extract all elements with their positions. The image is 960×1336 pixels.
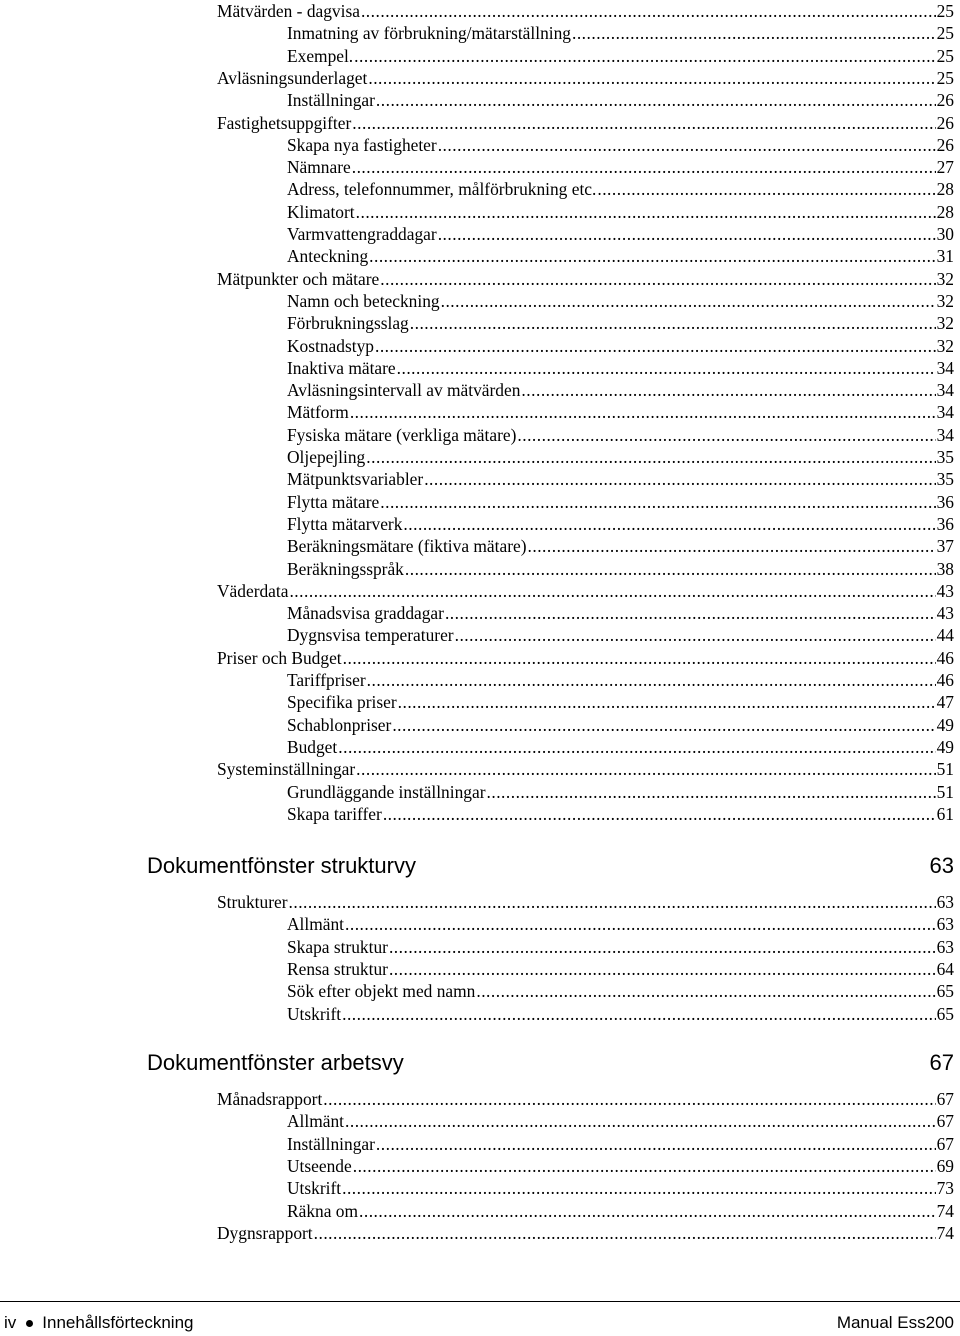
toc-entry-page: 46	[936, 670, 954, 690]
toc-entry-label: Flytta mätare	[287, 491, 380, 512]
toc-entry-page: 28	[936, 201, 954, 222]
toc-entry-label: Dygnsvisa temperaturer	[287, 625, 454, 646]
toc-entry-page: 51	[936, 781, 954, 802]
toc-entry-page: 65	[936, 981, 954, 1002]
toc-entry-label: Sök efter objekt med namn	[287, 981, 476, 1002]
toc-dot-leader	[352, 112, 935, 134]
toc-entry-page: 35	[936, 447, 954, 467]
toc-dot-leader	[356, 201, 936, 223]
toc-entry-label: Mätvärden - dagvisa	[217, 1, 360, 21]
toc-entry[interactable]	[287, 803, 954, 825]
toc-dot-leader	[359, 1200, 936, 1222]
toc-entry-page: 73	[936, 1178, 954, 1199]
toc-dot-leader	[392, 714, 935, 736]
toc-dot-leader	[424, 468, 935, 490]
toc-entry-label: Avläsningsunderlaget	[217, 67, 368, 88]
toc-entry-page: 46	[936, 647, 954, 668]
toc-entry[interactable]	[287, 1003, 954, 1025]
toc-entry-page: 34	[936, 402, 954, 423]
toc-entry-page: 35	[936, 469, 954, 490]
toc-dot-leader	[353, 1155, 936, 1177]
toc-entry[interactable]	[217, 112, 954, 134]
toc-entry[interactable]	[217, 580, 954, 602]
toc-entry-label: Förbrukningsslag	[287, 313, 409, 334]
toc-entry[interactable]	[287, 335, 954, 357]
footer-manual-title: Manual Ess200	[836, 1313, 954, 1332]
toc-entry-page: 49	[936, 714, 954, 735]
toc-entry-label: Kostnadstyp	[287, 335, 374, 356]
chapter-heading-arbetsvy[interactable]	[147, 1048, 954, 1078]
toc-dot-leader	[455, 624, 936, 646]
toc-entry-label: Månadsrapport	[217, 1089, 323, 1109]
footer-page-number: iv	[4, 1313, 17, 1332]
toc-entry-label: Räkna om	[287, 1200, 358, 1221]
toc-dot-leader	[487, 781, 936, 803]
toc-dot-leader	[289, 580, 935, 602]
toc-dot-leader	[323, 1088, 935, 1110]
toc-dot-leader	[366, 446, 935, 468]
toc-entry[interactable]	[217, 891, 954, 913]
toc-entry[interactable]	[287, 178, 954, 200]
toc-entry[interactable]	[287, 468, 954, 490]
toc-entry-label: Mätform	[287, 402, 349, 423]
toc-entry-page: 61	[936, 803, 954, 824]
toc-entry[interactable]	[287, 1110, 954, 1132]
toc-entry-label: Mätpunkter och mätare	[217, 268, 380, 289]
toc-entry-label: Nämnare	[287, 157, 351, 178]
toc-dot-leader	[397, 357, 936, 379]
toc-entry-label: Utseende	[287, 1155, 352, 1176]
toc-dot-leader	[383, 803, 936, 825]
chapter-heading-strukturvy[interactable]	[147, 851, 954, 881]
toc-entry-label: Inmatning av förbrukning/mätarställning	[287, 23, 571, 44]
toc-dot-leader	[342, 1003, 936, 1025]
toc-entry[interactable]	[287, 602, 954, 624]
toc-dot-leader	[345, 1110, 936, 1132]
footer-section-title: Innehållsförteckning	[42, 1313, 194, 1332]
toc-entry-page: 34	[936, 357, 954, 378]
toc-entry-label: Inaktiva mätare	[287, 357, 396, 378]
toc-entry-page: 25	[936, 1, 954, 21]
toc-dot-leader	[398, 691, 936, 713]
toc-entry-label: Namn och beteckning	[287, 290, 440, 311]
toc-entry-label: Allmänt	[287, 1111, 344, 1132]
toc-dot-leader	[376, 89, 936, 111]
toc-entry[interactable]	[217, 0, 954, 22]
toc-entry-page: 64	[936, 958, 954, 979]
toc-entry-page: 32	[936, 268, 954, 289]
toc-entry-page: 30	[936, 224, 954, 244]
toc-dot-leader	[356, 758, 935, 780]
bullet-icon	[26, 1320, 33, 1327]
toc-entry[interactable]	[287, 89, 954, 111]
toc-entry[interactable]	[217, 647, 954, 669]
toc-dot-leader	[438, 134, 936, 156]
toc-entry-page: 74	[936, 1222, 954, 1243]
toc-entry[interactable]	[217, 268, 954, 290]
toc-entry-page: 26	[936, 134, 954, 155]
toc-entry[interactable]	[287, 290, 954, 312]
toc-dot-leader	[410, 312, 936, 334]
toc-entry-page: 74	[936, 1200, 954, 1221]
toc-entry-page: 25	[936, 45, 954, 66]
toc-entry-label: Skapa nya fastigheter	[287, 134, 437, 155]
toc-dot-leader	[476, 980, 935, 1002]
toc-entry-page: 43	[936, 603, 954, 624]
toc-entry-label: Strukturer	[217, 892, 288, 912]
toc-entry[interactable]	[287, 134, 954, 156]
toc-entry-page: 51	[936, 759, 954, 780]
toc-entry-label: Väderdata	[217, 580, 289, 601]
toc-dot-leader	[345, 913, 936, 935]
toc-entry[interactable]	[287, 45, 954, 67]
toc-entry-label: Grundläggande inställningar	[287, 781, 486, 802]
toc-entry[interactable]	[217, 1222, 954, 1244]
toc-entry[interactable]	[287, 223, 954, 245]
toc-dot-leader	[389, 936, 936, 958]
toc-entry[interactable]	[287, 980, 954, 1002]
toc-entry-page: 63	[936, 914, 954, 935]
toc-entry-page: 32	[936, 335, 954, 356]
toc-entry[interactable]	[287, 357, 954, 379]
toc-entry-label: Beräkningsmätare (fiktiva mätare)	[287, 536, 527, 557]
toc-entry-label: Skapa tariffer	[287, 803, 382, 824]
toc-dot-leader	[368, 67, 935, 89]
toc-dot-leader	[441, 290, 936, 312]
toc-entry-label: Exempel.	[287, 45, 354, 66]
toc-entry-page: 38	[936, 558, 954, 579]
toc-dot-leader	[314, 1222, 936, 1244]
toc-entry-page: 49	[936, 736, 954, 757]
toc-entry[interactable]	[217, 758, 954, 780]
toc-entry-label: Systeminställningar	[217, 759, 356, 780]
toc-entry-page: 36	[936, 491, 954, 512]
toc-entry-label: Månadsvisa graddagar	[287, 603, 444, 624]
toc-entry-label: Utskrift	[287, 1178, 342, 1199]
toc-entry-label: Oljepejling	[287, 447, 366, 467]
toc-entry[interactable]	[287, 312, 954, 334]
toc-entry[interactable]	[287, 1155, 954, 1177]
toc-dot-leader	[367, 669, 936, 691]
toc-entry[interactable]	[287, 714, 954, 736]
toc-entry-label: Budget	[287, 736, 338, 757]
toc-entry-page: 25	[936, 67, 954, 88]
toc-entry-label: Schablonpriser	[287, 714, 392, 735]
toc-entry[interactable]	[287, 736, 954, 758]
toc-dot-leader	[528, 535, 936, 557]
toc-entry[interactable]	[287, 781, 954, 803]
toc-entry-page: 32	[936, 290, 954, 311]
toc-entry-page: 26	[936, 112, 954, 133]
toc-dot-leader	[521, 379, 935, 401]
toc-entry[interactable]	[287, 669, 954, 691]
toc-entry-page: 32	[936, 313, 954, 334]
toc-entry[interactable]	[287, 691, 954, 713]
toc-entry-page: 31	[936, 246, 954, 267]
toc-entry[interactable]	[287, 1133, 954, 1155]
toc-entry-page: 69	[936, 1155, 954, 1176]
toc-entry-page: 27	[936, 157, 954, 178]
toc-entry-page: 47	[936, 692, 954, 713]
toc-entry-page: 67	[936, 1133, 954, 1154]
toc-entry-page: 67	[936, 1089, 954, 1109]
toc-entry-label: Skapa struktur	[287, 936, 388, 957]
toc-entry[interactable]	[287, 201, 954, 223]
toc-entry[interactable]	[287, 624, 954, 646]
toc-entry-label: Fysiska mätare (verkliga mätare)	[287, 424, 517, 445]
toc-entry[interactable]	[217, 67, 954, 89]
toc-entry-page: 34	[936, 424, 954, 445]
toc-entry-label: Specifika priser	[287, 692, 397, 713]
toc-entry-label: Anteckning	[287, 246, 369, 267]
toc-dot-leader	[389, 958, 936, 980]
toc-entry-label: Adress, telefonnummer, målförbrukning etc.	[287, 179, 597, 200]
toc-dot-leader	[403, 513, 935, 535]
toc-dot-leader	[438, 223, 936, 245]
toc-entry-page: 43	[936, 580, 954, 601]
toc-entry[interactable]	[287, 379, 954, 401]
toc-entry-label: Flytta mätarverk	[287, 513, 403, 534]
toc-dot-leader	[380, 268, 935, 290]
toc-entry-label: Inställningar	[287, 90, 375, 111]
toc-dot-leader	[354, 45, 935, 67]
toc-entry-label: Beräkningsspråk	[287, 558, 404, 579]
toc-entry-label: Rensa struktur	[287, 958, 388, 979]
toc-entry[interactable]	[287, 558, 954, 580]
toc-entry-label: Klimatort	[287, 201, 355, 222]
toc-entry-page: 65	[936, 1003, 954, 1024]
toc-entry[interactable]	[287, 1200, 954, 1222]
toc-dot-leader	[361, 0, 936, 22]
toc-entry[interactable]	[287, 22, 954, 44]
toc-entry-label: Avläsningsintervall av mätvärden	[287, 380, 521, 401]
toc-entry[interactable]	[287, 245, 954, 267]
toc-entry-page: 63	[936, 936, 954, 957]
toc-entry-page: 25	[936, 23, 954, 44]
chapter-page: 67	[929, 1050, 954, 1075]
toc-entry[interactable]	[287, 936, 954, 958]
toc-entry-page: 44	[936, 625, 954, 646]
toc-entry-page: 67	[936, 1111, 954, 1132]
toc-dot-leader	[597, 178, 935, 200]
chapter-title: Dokumentfönster strukturvy	[147, 853, 416, 878]
toc-dot-leader	[572, 22, 936, 44]
toc-entry-label: Inställningar	[287, 1133, 375, 1154]
toc-entry[interactable]	[287, 424, 954, 446]
toc-entry[interactable]	[287, 401, 954, 423]
toc-dot-leader	[350, 401, 936, 423]
toc-dot-leader	[375, 335, 936, 357]
page-footer	[0, 1301, 960, 1336]
toc-entry[interactable]	[287, 513, 954, 535]
toc-entry-page: 28	[936, 179, 954, 200]
toc-dot-leader	[342, 1177, 936, 1199]
toc-entry-label: Dygnsrapport	[217, 1222, 313, 1243]
toc-entry-label: Allmänt	[287, 914, 344, 935]
toc-entry[interactable]	[287, 491, 954, 513]
toc-entry-label: Priser och Budget	[217, 647, 342, 668]
toc-dot-leader	[517, 424, 935, 446]
toc-entry[interactable]	[287, 1177, 954, 1199]
toc-entry[interactable]	[287, 156, 954, 178]
toc-dot-leader	[343, 647, 936, 669]
toc-dot-leader	[369, 245, 935, 267]
toc-dot-leader	[405, 558, 936, 580]
toc-entry-label: Utskrift	[287, 1003, 342, 1024]
toc-entry-label: Tariffpriser	[287, 670, 366, 690]
toc-dot-leader	[380, 491, 935, 513]
toc-entry[interactable]	[287, 913, 954, 935]
toc-entry[interactable]	[287, 446, 954, 468]
toc-entry-page: 37	[936, 536, 954, 557]
toc-entry-label: Fastighetsuppgifter	[217, 112, 352, 133]
toc-dot-leader	[376, 1133, 936, 1155]
toc-entry[interactable]	[217, 1088, 954, 1110]
toc-dot-leader	[289, 891, 936, 913]
toc-dot-leader	[352, 156, 936, 178]
toc-entry-page: 26	[936, 90, 954, 111]
toc-entry-label: Varmvattengraddagar	[287, 224, 437, 244]
toc-entry[interactable]	[287, 958, 954, 980]
toc-entry-page: 63	[936, 892, 954, 912]
toc-dot-leader	[338, 736, 935, 758]
chapter-page: 63	[929, 853, 954, 878]
chapter-title: Dokumentfönster arbetsvy	[147, 1050, 404, 1075]
toc-entry-label: Mätpunktsvariabler	[287, 469, 424, 490]
toc-entry-page: 34	[936, 380, 954, 401]
toc-entry[interactable]	[287, 535, 954, 557]
toc-dot-leader	[445, 602, 936, 624]
toc-entry-page: 36	[936, 513, 954, 534]
